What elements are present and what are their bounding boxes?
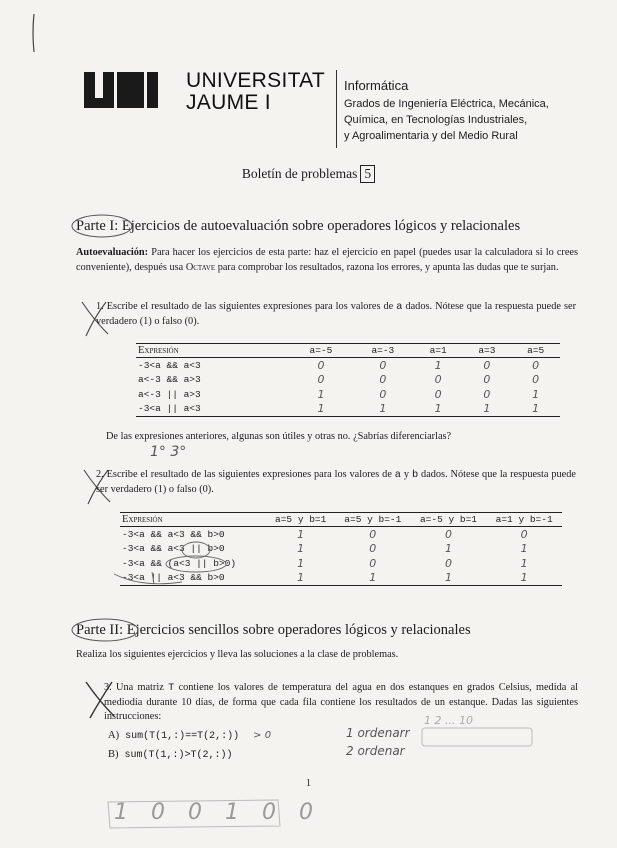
pencil-note: 1 2 ... 10 bbox=[424, 714, 473, 727]
variable-name: a bbox=[396, 301, 403, 313]
variable-name: T bbox=[168, 682, 175, 694]
question-number: 3. bbox=[104, 682, 112, 693]
department-name: Informática bbox=[344, 78, 409, 93]
column-header: Expresión bbox=[120, 513, 266, 527]
table-header-row bbox=[120, 513, 562, 527]
answer-cell: 0 bbox=[483, 358, 491, 372]
degree-line: Grados de Ingeniería Eléctrica, Mecánica, bbox=[344, 98, 549, 110]
q1-table bbox=[136, 343, 560, 417]
expression-cell: -3<a || a<3 bbox=[136, 402, 290, 417]
answer-cell: 1 bbox=[520, 556, 528, 570]
answer-cell: 0 bbox=[379, 358, 387, 372]
question-text: Escribe el resultado de las siguientes expresiones para los valores de bbox=[106, 469, 392, 480]
question-text: Escribe el resultado de las siguientes expresiones para los valores de bbox=[106, 301, 394, 312]
answer-cell: 1 bbox=[266, 571, 335, 586]
autoevaluacion-text: Para hacer los ejercicios de esta parte: haz el ejercicio en papel (puedes usar la calculadora si lo crees conveniente), después usa bbox=[76, 247, 579, 273]
column-header: Expresión bbox=[136, 344, 290, 358]
part1-title: Ejercicios de autoevaluación sobre operadores lógicos y relacionales bbox=[121, 218, 521, 234]
question-text: dados. Nótese que la respuesta puede ser verdadero (1) o falso (0). bbox=[96, 301, 576, 327]
table-row bbox=[136, 373, 560, 388]
column-header: a=-5 y b=1 bbox=[411, 513, 487, 527]
answer-cell: 0 bbox=[434, 387, 442, 401]
answer-cell: 1 bbox=[414, 402, 463, 417]
university-name: UNIVERSITAT JAUME I bbox=[186, 69, 326, 114]
question-text: y bbox=[403, 469, 410, 480]
question-2 bbox=[96, 468, 576, 497]
answer-cell: 1 bbox=[352, 402, 414, 417]
answer-cell: 0 bbox=[483, 373, 491, 387]
answer-cell: 0 bbox=[379, 373, 387, 387]
margin-pencil-mark bbox=[30, 12, 38, 54]
expression-cell: -3<a && a<3 bbox=[138, 359, 201, 371]
answer-cell: 0 bbox=[369, 527, 377, 541]
document-title bbox=[0, 165, 617, 183]
table-row bbox=[136, 387, 560, 402]
question-text: Una matriz bbox=[116, 682, 164, 693]
answer-cell: 1 bbox=[520, 542, 528, 556]
answer-cell: 0 bbox=[532, 373, 540, 387]
pencil-note: 2 ordenar bbox=[346, 744, 405, 758]
answer-cell: 0 bbox=[369, 542, 377, 556]
instruction-code: sum(T(1,:)>T(2,:)) bbox=[124, 750, 233, 761]
q1-followup: De las expresiones anteriores, algunas son útiles y otras no. ¿Sabrías diferenciarlas? bbox=[106, 431, 452, 442]
question-number: 2. bbox=[96, 469, 104, 480]
page-number: 1 bbox=[306, 778, 311, 789]
degree-line: y Agroalimentaria y del Medio Rural bbox=[344, 130, 518, 142]
question-1 bbox=[96, 300, 576, 329]
column-header: a=-5 bbox=[290, 344, 352, 358]
column-header: a=1 bbox=[414, 344, 463, 358]
question-text: dados. Nótese que la respuesta puede ser verdadero (1) o falso (0). bbox=[96, 469, 576, 495]
answer-cell: 1 bbox=[297, 542, 305, 556]
column-header: a=5 y b=1 bbox=[266, 513, 335, 527]
question-number: 1. bbox=[96, 301, 104, 312]
pencil-bracket bbox=[418, 724, 538, 754]
pencil-bottom-sequence: 1 0 0 1 0 0 bbox=[114, 800, 321, 825]
expression-cell: -3<a && a<3 || b>0 bbox=[122, 543, 225, 555]
octave-name: Octave bbox=[185, 261, 216, 273]
answer-cell: 1 bbox=[463, 402, 512, 417]
autoevaluacion-label: Autoevaluación: bbox=[76, 247, 149, 258]
part2-title: Ejercicios sencillos sobre operadores lógicos y relacionales bbox=[126, 622, 471, 638]
variable-name: b bbox=[411, 469, 419, 481]
answer-cell: 1 bbox=[335, 571, 411, 586]
answer-cell: 1 bbox=[532, 387, 540, 401]
answer-cell: 1 bbox=[317, 387, 325, 401]
answer-cell: 1 bbox=[444, 542, 452, 556]
column-header: a=-3 bbox=[352, 344, 414, 358]
answer-cell: 0 bbox=[434, 373, 442, 387]
column-header: a=5 bbox=[511, 344, 560, 358]
q2-pencil-annotations bbox=[112, 538, 232, 598]
answer-cell: 0 bbox=[532, 358, 540, 372]
column-header: a=5 y b=-1 bbox=[335, 513, 411, 527]
part1-label: Parte I: bbox=[76, 218, 119, 234]
part1-pencil-circle bbox=[70, 212, 134, 240]
expression-cell: a<-3 || a>3 bbox=[138, 388, 201, 400]
answer-cell: 1 bbox=[297, 527, 305, 541]
instruction-a bbox=[108, 730, 271, 742]
answer-cell: 0 bbox=[520, 527, 528, 541]
table-row bbox=[136, 358, 560, 373]
expression-cell: a<-3 && a>3 bbox=[138, 374, 201, 386]
bulletin-number: 5 bbox=[360, 165, 375, 183]
column-header: a=3 bbox=[463, 344, 512, 358]
answer-cell: 1 bbox=[290, 402, 352, 417]
instruction-label: B) bbox=[108, 749, 119, 760]
answer-cell: 0 bbox=[317, 358, 325, 372]
instruction-handwritten: > 0 bbox=[253, 730, 272, 741]
answer-cell: 0 bbox=[317, 373, 325, 387]
answer-cell: 1 bbox=[434, 358, 442, 372]
header-divider bbox=[336, 70, 337, 148]
pencil-bottom-box bbox=[104, 796, 284, 832]
question-text: contiene los valores de temperatura del agua en dos estanques en grados Celsius, medida al mediodía durante 10 días, de forma que cada fila contiene los resultados de un estanque. Dadas las siguientes instrucciones: bbox=[104, 682, 579, 722]
expression-cell: -3<a || a<3 && b>0 bbox=[120, 571, 266, 586]
question-3 bbox=[104, 681, 578, 725]
part1-heading bbox=[76, 218, 520, 235]
table-header-row bbox=[136, 344, 560, 358]
degree-line: Química, en Tecnologías Industriales, bbox=[344, 114, 528, 126]
autoevaluacion-text-2: para comprobar los resultados, razona los errores, y apunta las dudas que te surjan. bbox=[217, 261, 559, 273]
table-row bbox=[136, 402, 560, 417]
autoevaluacion-paragraph bbox=[76, 246, 578, 275]
part2-intro: Realiza los siguientes ejercicios y lleva las soluciones a la clase de problemas. bbox=[76, 649, 399, 660]
pencil-note: 1 ordenarr bbox=[346, 726, 410, 740]
answer-cell: 1 bbox=[486, 571, 562, 586]
uji-logo-icon bbox=[84, 72, 168, 108]
instruction-code: sum(T(1,:)==T(2,:)) bbox=[125, 731, 240, 742]
answer-cell: 0 bbox=[379, 387, 387, 401]
degree-list bbox=[344, 96, 594, 144]
answer-cell: 0 bbox=[444, 527, 452, 541]
expression-cell: -3<a && a<3 && b>0 bbox=[122, 528, 225, 540]
answer-cell: 0 bbox=[369, 556, 377, 570]
answer-cell: 0 bbox=[483, 387, 491, 401]
q1-handwritten-answer: 1° 3° bbox=[150, 444, 187, 460]
variable-name: a bbox=[394, 469, 401, 481]
part2-label: Parte II: bbox=[76, 622, 124, 638]
instruction-label: A) bbox=[108, 730, 120, 741]
column-header: a=1 y b=-1 bbox=[486, 513, 562, 527]
expression-cell: -3<a && (a<3 || b>0) bbox=[122, 557, 237, 569]
instruction-b bbox=[108, 749, 233, 761]
answer-cell: 0 bbox=[444, 556, 452, 570]
answer-cell: 1 bbox=[297, 556, 305, 570]
answer-cell: 1 bbox=[411, 571, 487, 586]
title-text: Boletín de problemas bbox=[241, 166, 358, 181]
answer-cell: 1 bbox=[511, 402, 560, 417]
part2-pencil-circle bbox=[70, 616, 140, 644]
